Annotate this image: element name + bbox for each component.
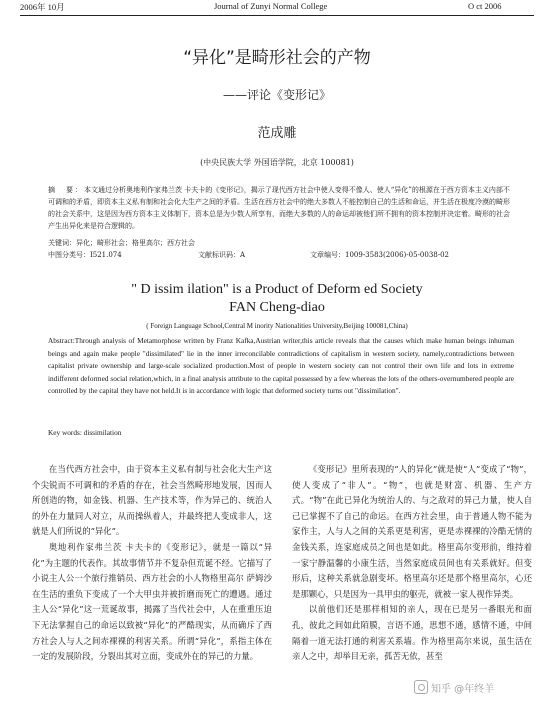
zhihu-logo-icon [414, 680, 428, 694]
keywords-cn: 关键词：异化；畸形社会；格里高尔；西方社会 [48, 239, 195, 247]
body-column-left [32, 462, 272, 665]
author-cn: 范成雕 [257, 126, 297, 141]
document-code: 文献标识码：A [198, 251, 246, 259]
abstract-en: Abstract:Through analysis of Metamorphose written by Franz Kafka,Austrian writer,this article reveals that the causes which make human beings inhuman beings and again make people "dissimilated" lie in the inner irreconcilable contradictions of capitalism in western society, namely,contradictions between capitalist private ownership and large-scale socialized production.Most of people in western society can not control their own life and lots in extreme indifferent deformed social relation,which, in a final analysis attribute to the capital possessed by a few whereas the lots of the others-overnumbered people are controlled by the capital they have not held.It is in accordance with logic that deformed society turns out "dissimilation". [48, 336, 514, 395]
abstract-cn [48, 184, 514, 232]
abstract-cn-label: 摘 要： [48, 186, 84, 194]
article-id: 文章编号：1009-3583(2006)-05-0038-02 [310, 251, 449, 259]
running-header [0, 0, 554, 14]
subtitle-cn: ——评论《变形记》 [222, 88, 331, 102]
header-date-cn: 2006年 10月 [20, 2, 65, 12]
header-journal: Journal of Zunyi Normal College [214, 1, 328, 11]
classification-codes [48, 250, 514, 262]
body-paragraph: 奥地利作家弗兰茨 卡夫卡的《变形记》，就是一篇以“异化”为主题的代表作。其故事情节并不复杂但荒诞不经。它描写了小说主人公一个旅行推销员、西方社会的小人物格里高尔 萨姆沙在生活的重负下变成了一个大甲虫并被折磨而死亡的遭遇。通过主人公“异化”这一荒诞故事，揭露了当代社会中，人在重重压迫下无法掌握自己的命运以致被“异化”的严酷现实，从而确斥了西方社会人与人之间赤裸裸的利害关系。所谓“异化”，系指主体在一定的发展阶段，分裂出其对立面，变成外在的异己的力量。 [32, 541, 272, 662]
body-column-right [292, 462, 532, 665]
title-en: " D issim ilation" is a Product of Deform ed Society [131, 282, 423, 297]
body-paragraph: 在当代西方社会中，由于资本主义私有制与社会化大生产这个尖锐而不可调和的矛盾的存在，社会当然畸形地发展，因而人所创造的物，如金钱、机器、生产技术等，作为异己的、统治人的外在力量同人对立，从而操纵着人，并最终把人变成非人，这就是人们所说的“异化”。 [32, 464, 272, 537]
author-en: FAN Cheng-diao [229, 300, 325, 315]
body-paragraph: 以前他们还是那样相知的亲人，现在已是另一番眼光和面孔，彼此之间如此陌膜，言语不通，思想不通，感情不通，中间隔着一道无法打通的利害关系墙。作为格里高尔来说，虽生活在亲人之中，却举目无亲，孤苦无依，甚至 [292, 604, 532, 662]
affiliation-cn: (中央民族大学 外国语学院，北京 100081) [200, 158, 354, 167]
body-paragraph: 《变形记》里所表现的“人的异化”就是使“人”变成了“物”，使人变成了“非人”。“物”，也就是财富、机器、生产方式。“物”在此已异化为统治人的、与之敌对的异己力量，使人自己已掌握不了自己的命运。在西方社会里，由于普通人物不能为家作主，人与人之间的关系更是利害，更是赤裸裸的冷酷无情的金钱关系，连家庭成员之间也是如此。格里高尔变形前，维持着一家宁静温馨的小康生活，当然家庭成员间也有关系就好。但变形后，这种关系就急剧变坏。格里高尔还是那个格里高尔，心还是那颗心，只是因为一具甲虫的躯壳，就被一家人视作异类。 [292, 464, 532, 599]
clc-number: 中图分类号：I521.074 [48, 251, 122, 259]
affiliation-en: ( Foreign Language School,Central M inority Nationalities University,Beijing 100081,China) [146, 322, 408, 330]
abstract-cn-text: 本文通过分析奥地利作家弗兰茨 卡夫卡的《变形记》，揭示了现代西方社会中使人变得不像人、使人“异化”的根源在于西方资本主义内部不可调和的矛盾，即资本主义私有制和社会化大生产之间的矛盾。生活在西方社会中的绝大多数人不能控制自己的生活和命运，并生活在极度冷漠的畸形的社会关系中，这是因为西方资本主义体制下，资本总是为少数人所享有，而绝大多数的人的命运却被他们所不拥有的资本控制并决定着。畸形的社会产生出异化来是符合逻辑的。 [48, 186, 510, 230]
watermark-text: 知乎 @年终羊 [431, 684, 495, 695]
watermark [414, 680, 494, 695]
keywords-en: Key words: dissimilation [48, 428, 122, 437]
title-cn: “异化”是畸形社会的产物 [183, 48, 371, 68]
header-date-en: O ct 2006 [468, 1, 502, 11]
header-rule [20, 15, 534, 16]
